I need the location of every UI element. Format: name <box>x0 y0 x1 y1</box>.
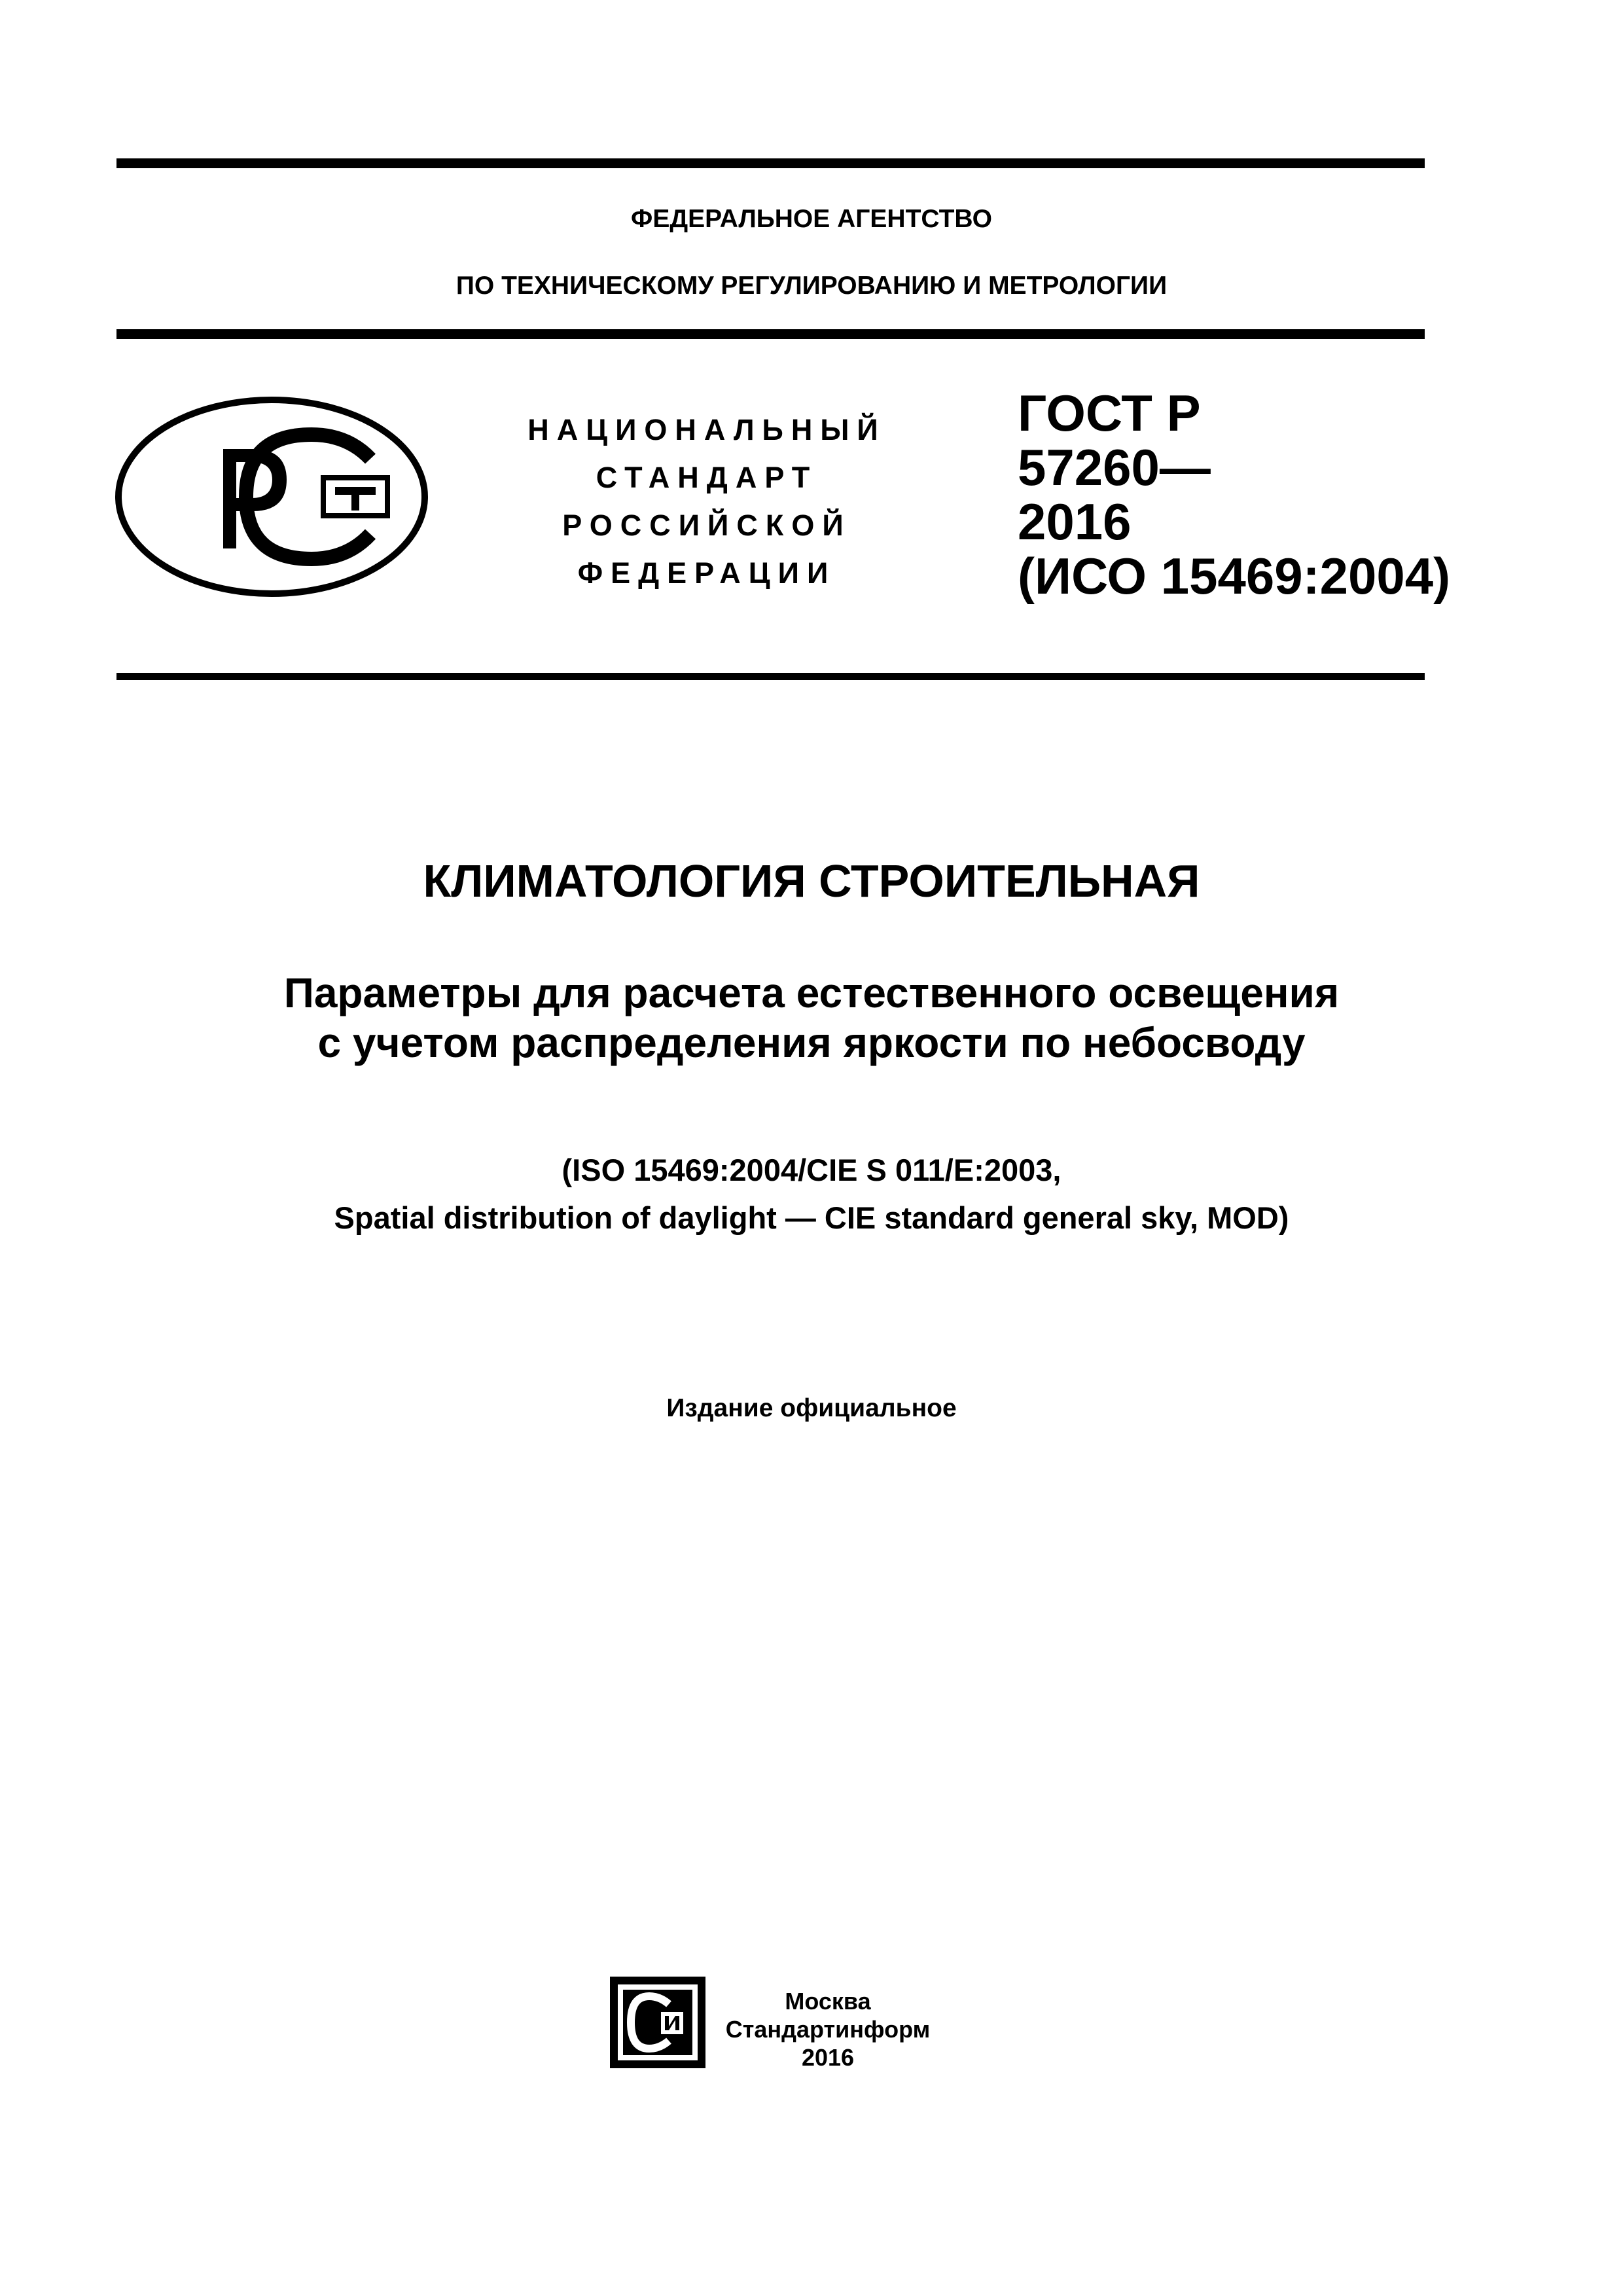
document-subtitle-line-1: Параметры для расчета естественного освещения <box>283 969 1340 1016</box>
designation-bottom-rule <box>116 673 1425 680</box>
publisher-city: Москва <box>785 1988 871 2015</box>
agency-line-2: ПО ТЕХНИЧЕСКОМУ РЕГУЛИРОВАНИЮ И МЕТРОЛОГИИ <box>455 272 1168 300</box>
document-subtitle-line-2: с учетом распределения яркости по небосводу <box>317 1019 1306 1066</box>
iso-reference-line-2: Spatial distribution of daylight — CIE standard general sky, MOD) <box>334 1200 1289 1235</box>
rst-logo-icon <box>115 397 428 597</box>
iso-reference-line-1: (ISO 15469:2004/CIE S 011/E:2003, <box>562 1153 1061 1187</box>
agency-line-1: ФЕДЕРАЛЬНОЕ АГЕНТСТВО <box>631 205 992 233</box>
edition-label: Издание официальное <box>666 1394 957 1422</box>
standard-designation <box>1018 386 1450 603</box>
publisher-imprint <box>723 1987 933 2072</box>
designation-line-4: (ИСО 15469:2004) <box>1018 547 1451 605</box>
top-rule <box>116 158 1425 168</box>
national-standard-line-2: СТАНДАРТ <box>596 461 818 494</box>
standartinform-logo-icon <box>609 1975 707 2070</box>
document-title: КЛИМАТОЛОГИЯ СТРОИТЕЛЬНАЯ <box>423 855 1200 906</box>
publisher-name: Стандартинформ <box>725 2016 931 2043</box>
national-standard-line-4: ФЕДЕРАЦИИ <box>577 556 836 590</box>
national-standard-label <box>484 406 929 597</box>
publisher-year: 2016 <box>801 2044 855 2071</box>
header-bottom-rule <box>116 329 1425 339</box>
designation-line-2: 57260— <box>1018 439 1211 496</box>
national-standard-line-3: РОССИЙСКОЙ <box>562 509 851 542</box>
designation-line-3: 2016 <box>1018 493 1132 550</box>
designation-line-1: ГОСТ Р <box>1018 384 1201 442</box>
national-standard-line-1: НАЦИОНАЛЬНЫЙ <box>527 413 886 446</box>
